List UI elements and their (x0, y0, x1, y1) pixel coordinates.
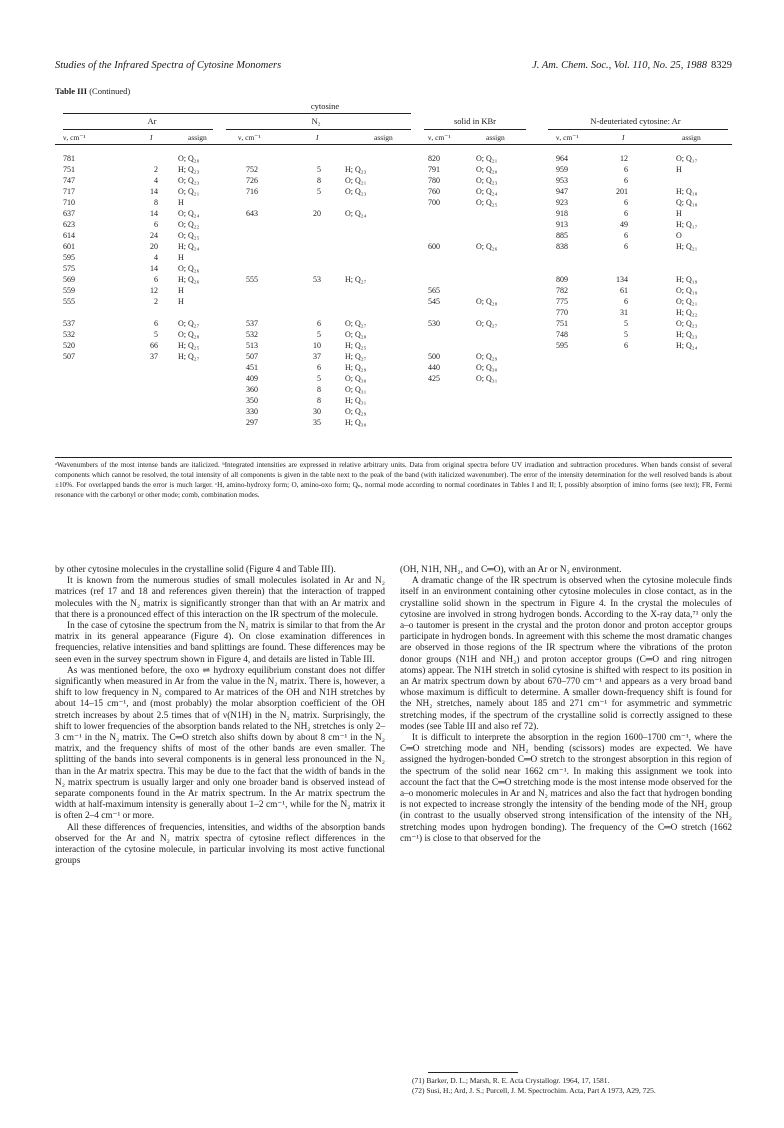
rule-ar (63, 129, 213, 130)
table-cell: 201 (616, 187, 628, 196)
table-cell (428, 230, 456, 241)
table-cell: 513 (246, 341, 258, 350)
paragraph: In the case of cytosine the spectrum from the N₂ matrix is similar to that from the Ar matrix in its general appearance (Figure 4). On close examination differences in frequencies, relative intensities and band splittings are found. These differences may be seen even in the survey spectrum shown in Figure 4, and details are listed in Table III. (55, 621, 385, 665)
table-cell (303, 296, 321, 307)
table-cell (303, 153, 321, 164)
table-cell: H; Q₂₇ (345, 275, 367, 284)
table-cell: O; Q₂₁ (178, 187, 200, 196)
table-cell (246, 241, 274, 252)
table-cell: 37 (313, 352, 321, 361)
table-cell: 700 (428, 198, 440, 207)
table-cell: 575 (63, 264, 75, 273)
table-cell: 5 (154, 330, 158, 339)
table-cell: 12 (150, 286, 158, 295)
table-cell: O; Q₁₉ (676, 286, 698, 295)
table-cell (608, 252, 628, 263)
table-cell (476, 263, 516, 274)
rule-table-bottom (55, 457, 732, 458)
col-d-nu (556, 153, 584, 351)
table-cell: 623 (63, 220, 75, 229)
table-cell: 14 (150, 187, 158, 196)
table-cell: 5 (317, 374, 321, 383)
table-cell: 782 (556, 286, 568, 295)
table-cell: 537 (246, 319, 258, 328)
table-cell: O; Q₂₆ (476, 242, 498, 251)
table-cell: 947 (556, 187, 568, 196)
body-left-column (55, 565, 385, 867)
reference-71: (71) Barker, D. L.; Marsh, R. E. Acta Crystallogr. 1964, 17, 1581. (412, 1076, 610, 1085)
table-cell (608, 263, 628, 274)
paragraph: It is known from the numerous studies of small molecules isolated in Ar and N₂ matrices (ref 17 and 18 and references given therein) that the interaction of trapped molecules with the N₂ matrix is significantly stronger than that with an Ar matrix and that there is a pronounced effect of this interaction on the IR spectrum of the molecule. (55, 576, 385, 620)
table-cell: O; Q₃₀ (345, 374, 367, 383)
col-header-ar-nu: ν, cm⁻¹ (63, 133, 86, 142)
table-cell: H; Q₁₈ (676, 187, 698, 196)
table-cell (345, 285, 385, 296)
table-cell (246, 197, 274, 208)
table-cell (345, 307, 385, 318)
table-cell (428, 307, 456, 318)
table-cell: 780 (428, 176, 440, 185)
table-footnote: ᵃWavenumbers of the most intense bands are italicized. ᵇIntegrated intensities are expressed in relative arbitrary units. Data from original spectra before UV irradiation and subtraction procedures. When bands consist of several components which cannot be resolved, the total intensity of all components is given in the table next to the peak of the band (with italicized wavenumber). The error of the intensity determination for the well resolved bands is about ±10%. For overlapped bands the error is much larger. ᶜH, amino-hydroxy form; O, amino-oxo form; Qₙ, normal mode according to normal coordinates in Tables I and II; I, possibly absorption of imino forms (see text); FR, Fermi resonance with the carbonyl or other mode; comb, combination modes. (55, 461, 732, 499)
table-cell: O; Q₂₄ (345, 209, 367, 218)
table-cell: 751 (556, 319, 568, 328)
col-d-assign (676, 153, 724, 351)
table-cell: 8 (154, 198, 158, 207)
running-header (55, 60, 732, 74)
table-cell: 959 (556, 165, 568, 174)
table-cell: 5 (317, 187, 321, 196)
col-n2-nu (246, 153, 274, 428)
journal-citation: J. Am. Chem. Soc., Vol. 110, No. 25, 1988 8329 (532, 60, 732, 71)
table-cell (303, 219, 321, 230)
table-cell: O; Q₂₀ (178, 154, 200, 163)
rule-kbr (424, 129, 526, 130)
col-d-i (608, 153, 628, 351)
table-cell: 770 (556, 308, 568, 317)
table-cell: 716 (246, 187, 258, 196)
paragraph: A dramatic change of the IR spectrum is observed when the cytosine molecule finds itself in an environment containing other cytosine molecules in close contact, as in the crystalline solid shown in the spectrum in Figure 4. In the crystal the molecules of cytosine are involved in strong hydrogen bonds. According to the X-ray data,⁷¹ only the a–o tautomer is present in the crystal and the proton donor and proton acceptor groups participate in hydrogen bonds. In agreement with this scheme the most dramatic changes are observed in those regions of the IR spectrum where the vibrations of the proton donor groups (N1H and NH₂) and proton acceptor groups (C═O and ring nitrogen atoms) appear. The N1H stretch in solid cytosine is shifted with respect to its position in an Ar matrix spectrum down by about 670–770 cm⁻¹ and appears as a very broad band whose maximum is difficult to determine. A smaller down-frequency shift is found for the NH₂ stretches, namely about 185 and 271 cm⁻¹ for asymmetric and symmetric stretching modes, if the spectrum of the crystalline solid is correctly assigned to these modes (see Table III and also ref 72). (400, 576, 732, 732)
table-cell (246, 285, 274, 296)
table-cell (428, 263, 456, 274)
table-cell: 4 (154, 176, 158, 185)
table-cell (303, 197, 321, 208)
table-cell: H (676, 209, 682, 218)
table-cell: 6 (624, 198, 628, 207)
table-cell: 717 (63, 187, 75, 196)
table-cell (476, 329, 516, 340)
table-cell: O; Q₂₆ (178, 264, 200, 273)
table-cell: 565 (428, 286, 440, 295)
table-cell: 6 (624, 242, 628, 251)
reference-separator (428, 1072, 518, 1073)
table-cell (476, 252, 516, 263)
table-cell (246, 219, 274, 230)
table-cell (676, 252, 724, 263)
table-cell: 532 (63, 330, 75, 339)
table-cell: 507 (246, 352, 258, 361)
table-cell: 6 (624, 231, 628, 240)
table-caption (55, 86, 130, 96)
table-cell: 885 (556, 231, 568, 240)
table-cell: 8 (317, 396, 321, 405)
col-n2-assign (345, 153, 385, 428)
group-header-cytosine: cytosine (310, 101, 340, 111)
table-cell: 838 (556, 242, 568, 251)
table-cell: 555 (63, 297, 75, 306)
table-cell (476, 307, 516, 318)
table-cell: 30 (313, 407, 321, 416)
table-cell (676, 175, 724, 186)
table-cell: 781 (63, 154, 75, 163)
table-cell (428, 219, 456, 230)
col-ar-i (140, 153, 158, 362)
table-cell: 643 (246, 209, 258, 218)
table-cell: H; Q₁₉ (676, 275, 698, 284)
table-cell: 545 (428, 297, 440, 306)
table-cell: O; Q₂₉ (476, 352, 498, 361)
table-cell: O; Q₂₇ (476, 319, 498, 328)
table-cell: 2 (154, 165, 158, 174)
table-cell: H (178, 297, 184, 306)
table-cell (345, 230, 385, 241)
table-cell: O; Q₂₃ (178, 176, 200, 185)
table-cell: H; Q₂₅ (345, 341, 367, 350)
table-continued: (Continued) (89, 86, 131, 96)
table-cell: 31 (620, 308, 628, 317)
col-kbr-assign (476, 153, 516, 384)
table-cell (303, 263, 321, 274)
rule-n2 (226, 129, 411, 130)
table-cell: 5 (624, 319, 628, 328)
table-cell: 747 (63, 176, 75, 185)
table-cell (345, 252, 385, 263)
table-cell: H; Q₂₅ (178, 341, 200, 350)
table-cell: H; Q₂₃ (676, 330, 698, 339)
table-cell (428, 274, 456, 285)
table-cell (246, 252, 274, 263)
table-cell (63, 307, 91, 318)
col-header-n2-nu: ν, cm⁻¹ (238, 133, 261, 142)
table-cell: H; Q₁₇ (676, 220, 698, 229)
table-cell (676, 263, 724, 274)
table-cell: 409 (246, 374, 258, 383)
col-header-ar-i: I (150, 133, 153, 142)
table-cell: 559 (63, 286, 75, 295)
table-cell: 61 (620, 286, 628, 295)
table-cell: O; Q₃₁ (476, 374, 498, 383)
table-cell: 6 (624, 297, 628, 306)
table-cell: O; Q₂₄ (476, 187, 498, 196)
table-cell: 726 (246, 176, 258, 185)
table-cell (476, 285, 516, 296)
table-cell: H (178, 198, 184, 207)
table-cell: O; Q₂₁ (345, 176, 367, 185)
table-cell: 569 (63, 275, 75, 284)
table-cell: 953 (556, 176, 568, 185)
table-cell (345, 197, 385, 208)
table-cell: 748 (556, 330, 568, 339)
table-cell: H (178, 286, 184, 295)
table-cell: 614 (63, 231, 75, 240)
table-cell: 6 (624, 209, 628, 218)
table-cell: 8 (317, 176, 321, 185)
rule-header-bottom (55, 144, 732, 145)
table-cell (345, 241, 385, 252)
table-cell (476, 340, 516, 351)
table-cell: 297 (246, 418, 258, 427)
table-cell (345, 263, 385, 274)
table-cell: 10 (313, 341, 321, 350)
table-cell (345, 219, 385, 230)
table-cell: 4 (154, 253, 158, 262)
table-cell: H; Q₃₁ (345, 396, 367, 405)
table-cell (140, 153, 158, 164)
table-cell: 532 (246, 330, 258, 339)
table-cell: 637 (63, 209, 75, 218)
table-cell: O; Q₂₃ (476, 176, 498, 185)
table-cell: 14 (150, 264, 158, 273)
table-cell: 66 (150, 341, 158, 350)
table-cell: 6 (154, 275, 158, 284)
table-cell (303, 285, 321, 296)
page-number: 8329 (711, 60, 732, 71)
table-cell: O; Q₃₀ (476, 363, 498, 372)
body-right-column (400, 565, 732, 845)
table-cell: O (676, 231, 682, 240)
table-cell: O; Q₂₈ (178, 330, 200, 339)
col-ar-nu (63, 153, 91, 362)
table-cell: O; Q₂₈ (476, 297, 498, 306)
table-cell: 775 (556, 297, 568, 306)
table-cell: 751 (63, 165, 75, 174)
col-header-kbr-nu: ν, cm⁻¹ (428, 133, 451, 142)
col-header-n2-i: I (316, 133, 319, 142)
table-cell: 710 (63, 198, 75, 207)
table-cell: H; Q₂₄ (178, 242, 200, 251)
table-cell: 760 (428, 187, 440, 196)
rule-cytosine (63, 113, 411, 114)
table-cell (476, 230, 516, 241)
table-cell: 595 (556, 341, 568, 350)
table-cell (476, 208, 516, 219)
reference-72: (72) Susi, H.; Ard, J. S.; Purcell, J. M. Spectrochim. Acta, Part A 1973, A29, 725. (412, 1086, 656, 1095)
table-cell: 913 (556, 220, 568, 229)
table-cell: O; Q₂₉ (345, 407, 367, 416)
table-cell: 5 (624, 330, 628, 339)
table-cell: 134 (616, 275, 628, 284)
table-cell: 537 (63, 319, 75, 328)
table-cell: O; Q₂₅ (178, 231, 200, 240)
table-cell: 5 (317, 165, 321, 174)
table-cell: O; Q₂₀ (476, 165, 498, 174)
rule-deuteriated (548, 129, 728, 130)
paragraph: by other cytosine molecules in the crystalline solid (Figure 4 and Table III). (55, 565, 336, 575)
table-cell (246, 230, 274, 241)
table-cell (428, 252, 456, 263)
table-cell: 820 (428, 154, 440, 163)
table-cell: 500 (428, 352, 440, 361)
table-cell: 360 (246, 385, 258, 394)
table-cell: H; Q₂₇ (345, 352, 367, 361)
table-cell: H (178, 253, 184, 262)
table-label: Table III (55, 86, 88, 96)
table-cell: O; Q₂₃ (345, 187, 367, 196)
table-cell: H; Q₂₄ (676, 341, 698, 350)
table-cell: 330 (246, 407, 258, 416)
table-cell (428, 208, 456, 219)
table-cell: 923 (556, 198, 568, 207)
group-header-n2: N₂ (311, 116, 321, 126)
table-cell: 918 (556, 209, 568, 218)
table-cell: H; Q₂₇ (178, 352, 200, 361)
table-cell: H; Q₂₂ (676, 308, 698, 317)
col-header-n2-assign: assign (374, 133, 393, 142)
table-cell: 12 (620, 154, 628, 163)
group-header-deuteriated: N-deuteriated cytosine: Ar (590, 116, 681, 126)
table-cell (428, 340, 456, 351)
table-cell: 350 (246, 396, 258, 405)
table-cell: 6 (317, 363, 321, 372)
table-cell: 752 (246, 165, 258, 174)
table-cell: 425 (428, 374, 440, 383)
group-header-kbr: solid in KBr (453, 116, 497, 126)
table-cell (303, 252, 321, 263)
table-cell: 6 (624, 341, 628, 350)
table-cell: O; Q₂₁ (476, 154, 498, 163)
paragraph: It is difficult to interprete the absorption in the region 1600–1700 cm⁻¹, where the C═O stretching mode and NH₂ bending (scissors) modes are expected. We have assigned the hydrogen-bonded C═O stretch to the strongest absorption in this region of the spectrum of the solid near 1662 cm⁻¹. In making this assignment we took into account the fact that the C═O stretching mode is the most intense mode observed for the a–o monomeric molecules in Ar and N₂ matrices and also the fact that hydrogen bonding is not expected to increase strongly the intensity of the bending mode of the NH₂ group (in contrast to the usually observed strong intensification of the intensity of the NH₂ stretching modes upon hydrogen bonding). The frequency of the C═O stretch (1662 cm⁻¹) is close to that observed for the (400, 733, 732, 844)
table-cell: 6 (154, 319, 158, 328)
table-cell: 37 (150, 352, 158, 361)
table-cell: O; Q₂₃ (676, 319, 698, 328)
table-cell (556, 252, 584, 263)
table-cell (428, 329, 456, 340)
table-cell (303, 230, 321, 241)
table-cell: 809 (556, 275, 568, 284)
table-cell (303, 307, 321, 318)
table-cell: H; Q₂₃ (345, 165, 367, 174)
table-cell: O; Q₂₇ (178, 319, 200, 328)
table-cell: 20 (150, 242, 158, 251)
col-header-d-i: I (622, 133, 625, 142)
table-cell: O; Q₂₈ (345, 330, 367, 339)
table-cell: 6 (317, 319, 321, 328)
table-cell (345, 296, 385, 307)
table-cell (476, 274, 516, 285)
table-cell (556, 263, 584, 274)
table-cell: H (676, 165, 682, 174)
table-cell: 5 (317, 330, 321, 339)
table-cell: 507 (63, 352, 75, 361)
table-cell (246, 307, 274, 318)
table-cell: O; Q₁₇ (676, 154, 698, 163)
col-header-ar-assign: assign (188, 133, 207, 142)
table-cell (246, 153, 274, 164)
col-header-d-nu: ν, cm⁻¹ (556, 133, 579, 142)
table-cell (246, 296, 274, 307)
table-cell (246, 263, 274, 274)
col-header-d-assign: assign (682, 133, 701, 142)
table-cell: O; Q₂₁ (676, 297, 698, 306)
table-cell (178, 307, 218, 318)
table-cell: 35 (313, 418, 321, 427)
table-cell: 451 (246, 363, 258, 372)
table-cell: 555 (246, 275, 258, 284)
table-cell: 791 (428, 165, 440, 174)
table-cell: 595 (63, 253, 75, 262)
table-cell: 530 (428, 319, 440, 328)
table-cell: 440 (428, 363, 440, 372)
table-cell: O; Q₃₁ (345, 385, 367, 394)
table-cell (345, 153, 385, 164)
table-cell: 14 (150, 209, 158, 218)
table-cell: 49 (620, 220, 628, 229)
table-cell: H; Q₂₃ (178, 165, 200, 174)
col-n2-i (303, 153, 321, 428)
table-cell: O; Q₂₅ (476, 198, 498, 207)
article-title: Studies of the Infrared Spectra of Cytosine Monomers (55, 60, 282, 71)
table-cell (303, 241, 321, 252)
table-cell: 600 (428, 242, 440, 251)
table-cell: O; Q₂₇ (345, 319, 367, 328)
table-cell: H; Q₂₉ (345, 363, 367, 372)
table-cell: 6 (624, 165, 628, 174)
table-cell: H; Q₂₁ (676, 242, 698, 251)
paragraph: (OH, N1H, NH₂, and C═O), with an Ar or N₂ environment. (400, 565, 622, 575)
paragraph: All these differences of frequencies, intensities, and widths of the absorption bands observed for the Ar and N₂ matrix spectra of cytosine reflect differences in the interaction of the cytosine molecule, in particular involving its most active functional groups (55, 822, 385, 867)
table-cell: H; Q₂₆ (178, 275, 200, 284)
paragraph: As was mentioned before, the oxo ⇌ hydroxy equilibrium constant does not differ significantly when measured in Ar from the value in the N₂ matrix. There is, however, a shift to low frequency in N₂ compared to Ar matrices of the OH and N1H stretches by about 14–15 cm⁻¹, and (most probably) the molar absorption coefficient of the OH stretch increases by about 2.5 times that of ν(N1H) in the N₂ matrix. Surprisingly, the shift to lower frequencies of the absorption bands related to the NH₂ stretches is only 2–3 cm⁻¹ in the N₂ matrix. The C═O stretch also shifts down by about 8 cm⁻¹ in the N₂ matrix, and the frequency shifts of most of the other bands are even smaller. The splitting of the bands into several components is in general less pronounced in the N₂ than in the Ar matrix spectra. This may be due to the fact that the width of bands in the N₂ matrix spectrum is usually larger and only one broader band is observed instead of separate components found in the Ar matrix spectrum. In the Ar matrix spectrum the width at half-maximum intensity is generally about 1–2 cm⁻¹, while for the N₂ matrix it is often 2–4 cm⁻¹ or more. (55, 665, 385, 822)
table-cell: O; Q₂₄ (178, 209, 200, 218)
col-ar-assign (178, 153, 218, 362)
col-header-kbr-assign: assign (486, 133, 505, 142)
table-cell: 53 (313, 275, 321, 284)
table-cell: 601 (63, 242, 75, 251)
col-kbr-nu (428, 153, 456, 384)
table-cell: 6 (154, 220, 158, 229)
table-cell: 2 (154, 297, 158, 306)
table-cell: 964 (556, 154, 568, 163)
group-header-ar: Ar (147, 116, 157, 126)
table-cell: 520 (63, 341, 75, 350)
table-cell: 24 (150, 231, 158, 240)
table-cell: Q; Q₁₈ (676, 198, 698, 207)
table-cell: H; Q₃₀ (345, 418, 367, 427)
table-cell: 20 (313, 209, 321, 218)
table-cell (140, 307, 158, 318)
table-cell: 6 (624, 176, 628, 185)
table-cell (476, 219, 516, 230)
references (400, 1072, 732, 1096)
table-cell: 8 (317, 385, 321, 394)
table-cell: O; Q₂₂ (178, 220, 200, 229)
